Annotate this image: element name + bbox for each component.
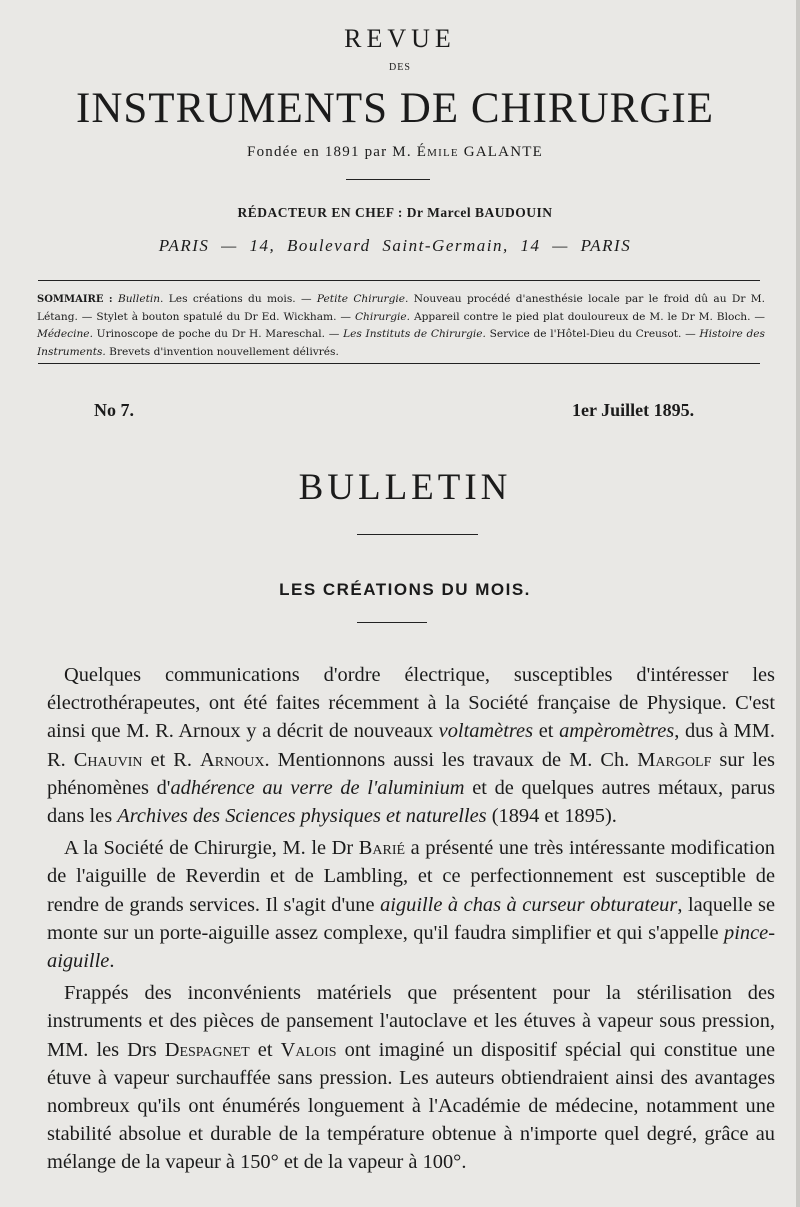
- sommaire-text: [37, 293, 765, 358]
- sommaire-fragment: Chirurgie.: [354, 310, 411, 323]
- sommaire-fragment: Les Instituts de Chirurgie.: [343, 328, 486, 340]
- sommaire-fragment: Médecine.: [37, 328, 93, 340]
- paragraph-fragment: sur les phénomènes d': [47, 748, 775, 799]
- paragraph-fragment: , dus à MM. R.: [47, 720, 775, 771]
- paragraph-fragment: Archives des Sciences physiques et naturelles: [117, 805, 487, 828]
- paragraph-fragment: et: [533, 720, 560, 743]
- section-divider: [357, 622, 427, 623]
- paragraph-fragment: a présenté une très intéressante modification de l'aiguille de Reverdin et de Lambling, et ce perfectionnement est susceptible de rendre de grands services. Il s'agit d'une: [47, 837, 775, 916]
- article-paragraph: [47, 979, 775, 1176]
- article-body: [47, 661, 775, 1181]
- header-divider: [346, 179, 430, 180]
- sommaire-fragment: Urinoscope de poche du Dr H. Mareschal. —: [92, 328, 344, 340]
- paragraph-fragment: Barié: [358, 837, 406, 860]
- sommaire-fragment: Histoire des Instruments.: [37, 328, 765, 358]
- paragraph-fragment: ampèromètres: [559, 720, 675, 743]
- paragraph-fragment: Chauvin: [73, 748, 143, 771]
- section-heading: LES CRÉATIONS DU MOIS.: [279, 580, 531, 599]
- paragraph-fragment: A la Société de Chirurgie, M. le Dr: [64, 837, 359, 860]
- sommaire-fragment: Les créations du mois. —: [163, 293, 317, 305]
- sommaire-block: [37, 291, 765, 361]
- paragraph-fragment: , laquelle se monte sur un porte-aiguille assez complexe, qu'il faudra simplifier et qui s'appelle: [47, 893, 776, 944]
- paragraph-fragment: Despagnet: [164, 1038, 250, 1061]
- paragraph-fragment: aiguille à chas à curseur obturateur: [380, 893, 678, 916]
- sommaire-bottom-rule: [38, 363, 760, 364]
- journal-revue-heading: REVUE: [344, 24, 456, 53]
- sommaire-top-rule: [38, 280, 760, 281]
- sommaire-fragment: Service de l'Hôtel-Dieu du Creusot. —: [485, 328, 700, 340]
- founder-name: Émile GALANTE: [416, 144, 543, 160]
- paragraph-fragment: (1894 et 1895).: [486, 805, 617, 828]
- bulletin-divider: [357, 534, 478, 535]
- founded-prefix: Fondée en 1891 par M.: [247, 144, 417, 160]
- paragraph-fragment: et: [249, 1038, 281, 1061]
- sommaire-fragment: Brevets d'invention nouvellement délivrés.: [105, 345, 339, 358]
- article-paragraph: [47, 834, 775, 975]
- paragraph-fragment: Frappés des inconvénients matériels que présentent pour la stérilisation des instruments et des pièces de pansement l'autoclave et les étuves à vapeur sous pression, MM. les Drs: [47, 982, 775, 1061]
- sommaire-fragment: Appareil contre le pied plat douloureux de M. le Dr M. Bloch. —: [410, 310, 765, 323]
- paragraph-fragment: . Mentionnons aussi les travaux de M. Ch.: [264, 748, 638, 771]
- paragraph-fragment: Valois: [280, 1038, 337, 1061]
- founded-line: [0, 144, 790, 161]
- sommaire-fragment: Bulletin.: [117, 293, 164, 305]
- bulletin-heading: BULLETIN: [298, 467, 512, 508]
- journal-title: INSTRUMENTS DE CHIRURGIE: [76, 85, 714, 132]
- issue-date: 1er Juillet 1895.: [572, 400, 695, 420]
- issue-number: No 7.: [94, 400, 134, 420]
- paragraph-fragment: Arnoux: [200, 748, 265, 771]
- paragraph-fragment: Margolf: [637, 748, 712, 771]
- paragraph-fragment: ont imaginé un dispositif spécial qui constitue une étuve à vapeur surchauffée sans pression. Les auteurs obtiendraient ainsi des avantages nombreux qu'ils ont énumérés longuement à l'Académie de médecine, notamment une stabilité absolue et durable de la température obtenue à n'importe quel degré, grâce au mélange de la vapeur à 150° et de la vapeur à 100°.: [47, 1038, 775, 1174]
- paragraph-fragment: .: [109, 950, 115, 973]
- paragraph-fragment: et de quelques autres métaux, parus dans les: [47, 776, 775, 828]
- address-line: PARIS — 14, Boulevard Saint-Germain, 14 — PARIS: [158, 236, 632, 255]
- sommaire-fragment: Nouveau procédé d'anesthésie locale par le froid dû au Dr M. Létang. — Stylet à bouton spatulé du Dr Ed. Wickham. —: [37, 293, 765, 323]
- page-edge-shadow: [796, 0, 800, 1207]
- sommaire-fragment: Petite Chirurgie.: [316, 293, 409, 305]
- paragraph-fragment: voltamètres: [438, 720, 534, 743]
- paragraph-fragment: adhérence au verre de l'aluminium: [170, 776, 465, 799]
- sommaire-lead: SOMMAIRE :: [37, 294, 113, 305]
- paragraph-fragment: pince-aiguille: [47, 921, 775, 973]
- article-paragraph: [47, 661, 775, 830]
- editor-line: RÉDACTEUR EN CHEF : Dr Marcel BAUDOUIN: [237, 205, 553, 220]
- paragraph-fragment: Quelques communications d'ordre électrique, susceptibles d'intéresser les électrothérapeutes, ont été faites récemment à la Société française de Physique. C'est ainsi que M. R. Arnoux y a décrit de nouveaux: [47, 664, 775, 743]
- journal-des-heading: DES: [389, 62, 411, 73]
- paragraph-fragment: et R.: [142, 748, 200, 771]
